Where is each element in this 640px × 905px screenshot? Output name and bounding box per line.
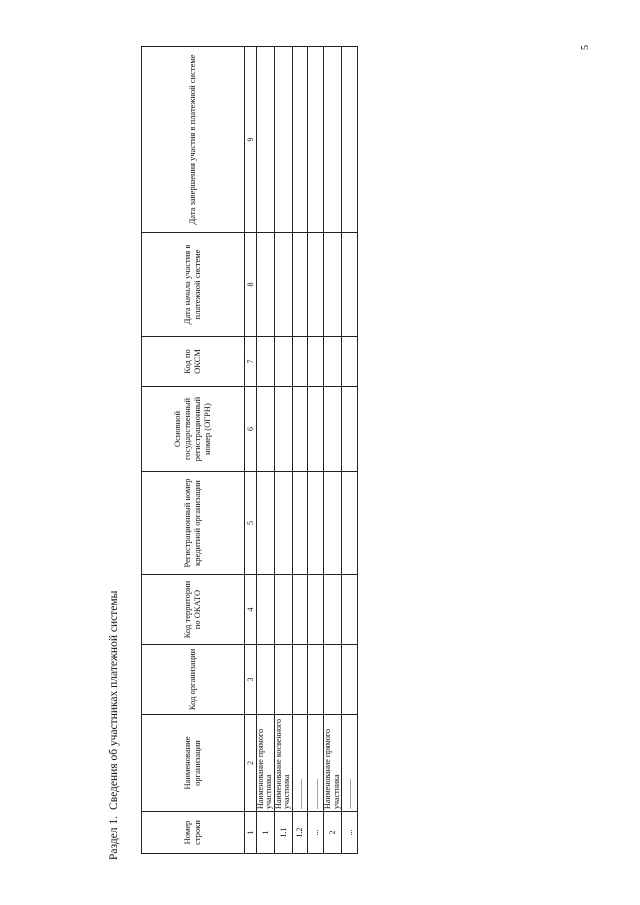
row-number: ... — [308, 812, 324, 854]
table-cell — [257, 387, 275, 472]
table-row — [324, 47, 342, 854]
column-number: 3 — [245, 645, 257, 715]
header-org-name: Наименование организации — [142, 715, 245, 812]
table-cell — [274, 337, 292, 387]
table-row — [341, 47, 357, 854]
table-cell — [292, 337, 308, 387]
table-cell — [341, 575, 357, 645]
table-cell — [341, 387, 357, 472]
table-cell — [292, 575, 308, 645]
section-title — [108, 591, 120, 860]
table-cell — [292, 233, 308, 337]
table-cell — [292, 47, 308, 233]
table-cell — [274, 387, 292, 472]
table-cell — [292, 645, 308, 715]
table-cell — [274, 575, 292, 645]
table-cell — [308, 575, 324, 645]
table-cell — [324, 645, 342, 715]
table-cell — [324, 47, 342, 233]
table-cell — [257, 472, 275, 575]
table-cell — [324, 337, 342, 387]
row-org-name: ............... — [341, 715, 357, 812]
header-oksm-code: Код по ОКСМ — [142, 337, 245, 387]
row-org-name: ............... — [292, 715, 308, 812]
table-cell — [341, 233, 357, 337]
table-cell — [257, 47, 275, 233]
table-cell — [324, 472, 342, 575]
column-number: 4 — [245, 575, 257, 645]
table-cell — [292, 472, 308, 575]
page-number: 5 — [580, 45, 591, 50]
row-number: 2 — [324, 812, 342, 854]
column-number: 5 — [245, 472, 257, 575]
table-cell — [308, 337, 324, 387]
row-org-name: Наименование косвенного участника — [274, 715, 292, 812]
rotated-page-content — [100, 40, 354, 860]
header-reg-number: Регистрационный номер кредитной организации — [142, 472, 245, 575]
table-row — [274, 47, 292, 854]
header-okato-code: Код территории по ОКАТО — [142, 575, 245, 645]
header-row-number: Номер строки — [142, 812, 245, 854]
table-row — [308, 47, 324, 854]
row-org-name: Наименование прямого участника — [324, 715, 342, 812]
column-number: 2 — [245, 715, 257, 812]
row-org-name: Наименование прямого участника — [257, 715, 275, 812]
row-number: 1.2 — [292, 812, 308, 854]
row-number: 1.1 — [274, 812, 292, 854]
table-cell — [292, 387, 308, 472]
header-org-code: Код организации — [142, 645, 245, 715]
table-cell — [257, 645, 275, 715]
table-cell — [308, 233, 324, 337]
table-cell — [274, 233, 292, 337]
table-cell — [324, 575, 342, 645]
table-header-row — [142, 47, 245, 854]
table-cell — [341, 645, 357, 715]
table-cell — [341, 337, 357, 387]
table-cell — [274, 645, 292, 715]
table-cell — [324, 233, 342, 337]
table-cell — [257, 233, 275, 337]
table-cell — [274, 472, 292, 575]
table-cell — [308, 472, 324, 575]
header-start-date: Дата начала участия в платежной системе — [142, 233, 245, 337]
column-number-row — [245, 47, 257, 854]
table-row — [292, 47, 308, 854]
column-number: 6 — [245, 387, 257, 472]
column-number: 8 — [245, 233, 257, 337]
table-cell — [274, 47, 292, 233]
table-cell — [324, 387, 342, 472]
header-end-date: Дата завершения участия в платежной системе — [142, 47, 245, 233]
row-org-name: ............... — [308, 715, 324, 812]
table-cell — [308, 387, 324, 472]
table-cell — [257, 337, 275, 387]
table-cell — [257, 575, 275, 645]
column-number: 7 — [245, 337, 257, 387]
row-number: ... — [341, 812, 357, 854]
participants-table — [141, 46, 358, 854]
table-cell — [308, 645, 324, 715]
header-ogrn: Основной государственный регистрационный номер (ОГРН) — [142, 387, 245, 472]
table-cell — [341, 472, 357, 575]
table-cell — [341, 47, 357, 233]
section-label: Раздел 1. — [108, 815, 120, 860]
table-row — [257, 47, 275, 854]
table-cell — [308, 47, 324, 233]
section-title-text: Сведения об участниках платежной системы — [108, 590, 120, 810]
column-number: 9 — [245, 47, 257, 233]
row-number: 1 — [257, 812, 275, 854]
column-number: 1 — [245, 812, 257, 854]
